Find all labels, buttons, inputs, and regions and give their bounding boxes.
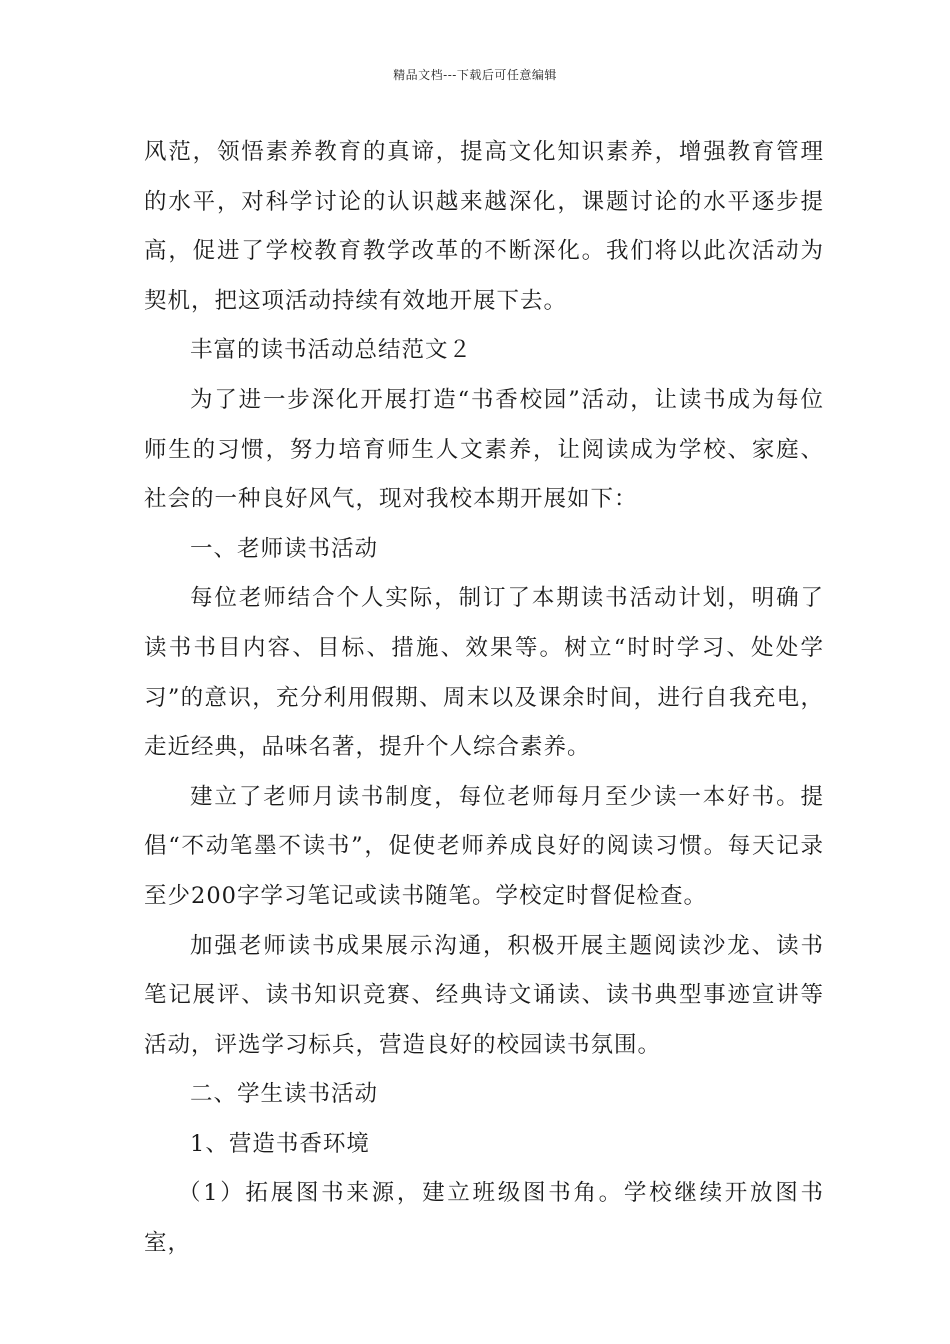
paragraph: 加强老师读书成果展示沟通，积极开展主题阅读沙龙、读书笔记展评、读书知识竞赛、经典诗文诵读、读书典型事迹宣讲等活动，评选学习标兵，营造良好的校园读书氛围。 [144, 932, 824, 1058]
subsection-heading: 1、营造书香环境 [190, 1130, 370, 1157]
paragraph: 建立了老师月读书制度，每位老师每月至少读一本好书。提倡“不动笔墨不读书”，促使老师养成良好的阅读习惯。每天记录至少200字学习笔记或读书随笔。学校定时督促检查。 [144, 783, 824, 909]
paragraph: （1）拓展图书来源，建立班级图书角。学校继续开放图书室， [144, 1180, 824, 1257]
page-header: 精品文档---下载后可任意编辑 [393, 68, 557, 82]
paragraph-continuation: 风范，领悟素养教育的真谛，提高文化知识素养，增强教育管理的水平，对科学讨论的认识越来越深化，课题讨论的水平逐步提高，促进了学校教育教学改革的不断深化。我们将以此次活动为契机，把这项活动持续有效地开展下去。 [144, 139, 824, 314]
document-body [144, 128, 824, 1269]
section-title: 丰富的读书活动总结范文２ [190, 337, 473, 364]
paragraph: 每位老师结合个人实际，制订了本期读书活动计划，明确了读书书目内容、目标、措施、效果等。树立“时时学习、处处学习”的意识，充分利用假期、周末以及课余时间，进行自我充电，走近经典，品味名著，提升个人综合素养。 [144, 585, 824, 761]
section-heading: 二、学生读书活动 [190, 1081, 379, 1108]
paragraph: 为了进一步深化开展打造“书香校园”活动，让读书成为每位师生的习惯，努力培育师生人文素养，让阅读成为学校、家庭、社会的一种良好风气，现对我校本期开展如下： [144, 386, 824, 513]
section-heading: 一、老师读书活动 [190, 535, 379, 562]
